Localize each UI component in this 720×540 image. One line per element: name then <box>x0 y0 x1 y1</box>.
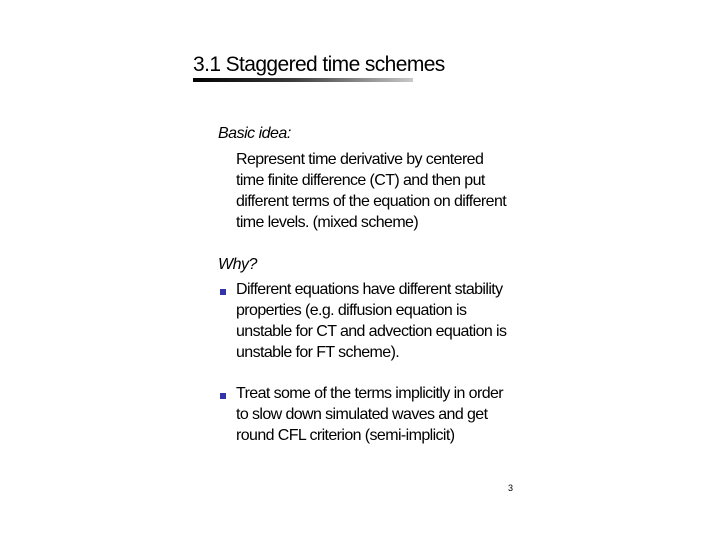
why-heading: Why? <box>218 256 257 273</box>
bullet-line: properties (e.g. diffusion equation is <box>236 302 467 319</box>
paragraph-line: time finite difference (CT) and then put <box>236 172 485 189</box>
bullet-line: round CFL criterion (semi-implicit) <box>236 427 455 444</box>
bullet-line: Different equations have different stability <box>236 281 503 298</box>
paragraph-line: Represent time derivative by centered <box>236 151 484 168</box>
bullet-line: unstable for FT scheme). <box>236 344 400 361</box>
bullet-line: Treat some of the terms implicitly in order <box>236 385 504 402</box>
title-underline <box>193 78 413 82</box>
paragraph-line: different terms of the equation on different <box>236 193 507 210</box>
basic-idea-heading: Basic idea: <box>218 125 291 142</box>
why-bullet-1 <box>236 279 506 363</box>
basic-idea-paragraph <box>236 149 506 233</box>
bullet-square-icon <box>220 393 226 399</box>
bullet-line: unstable for CT and advection equation is <box>236 323 507 340</box>
bullet-line: to slow down simulated waves and get <box>236 406 488 423</box>
slide-title: 3.1 Staggered time schemes <box>193 53 445 76</box>
page-number: 3 <box>508 483 514 493</box>
why-bullet-2 <box>236 383 503 446</box>
paragraph-line: time levels. (mixed scheme) <box>236 214 419 231</box>
bullet-square-icon <box>220 289 226 295</box>
